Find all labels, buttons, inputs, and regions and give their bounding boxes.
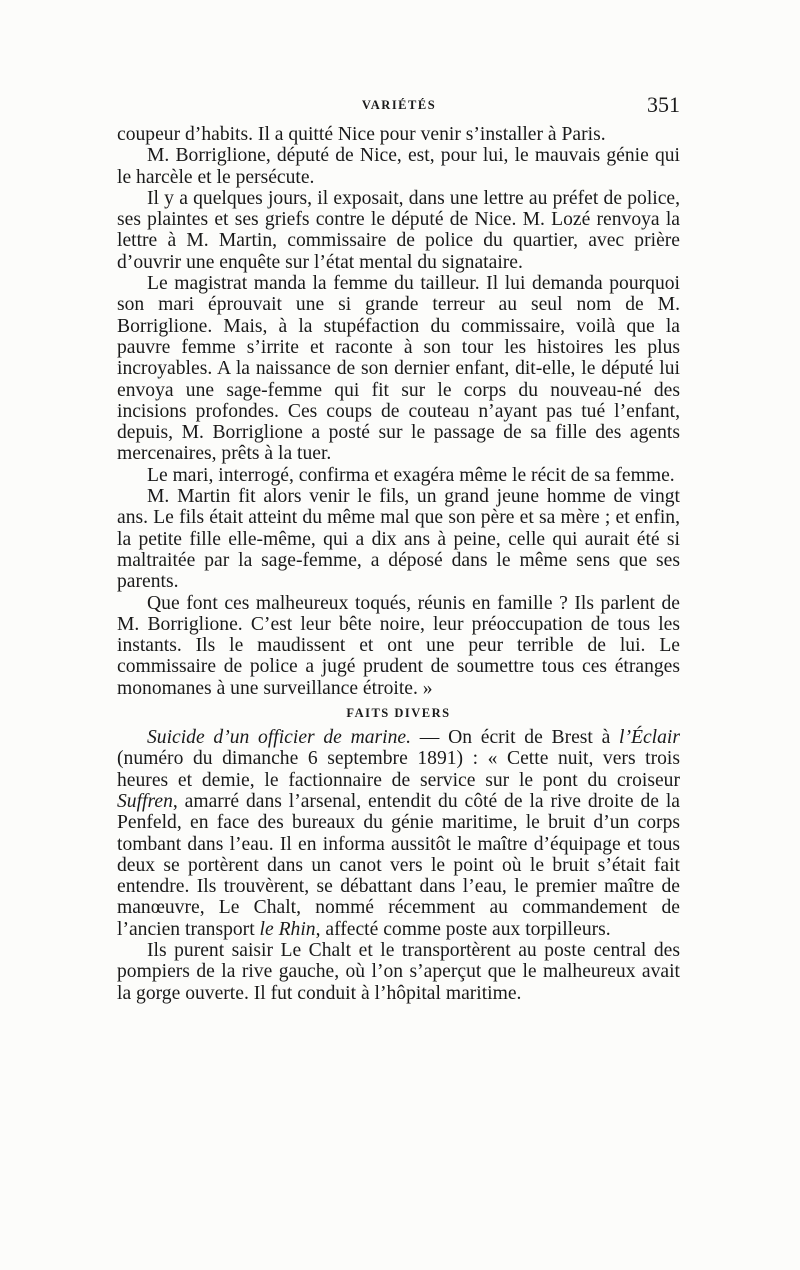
text-run: — On écrit de Brest à (411, 727, 620, 749)
ship-name: Suffren (117, 790, 173, 812)
section-title: FAITS DIVERS (346, 706, 451, 721)
text-run: , affecté comme poste aux torpilleurs. (315, 918, 611, 940)
text-run: , amarré dans l’arsenal, entendit du côté de la rive droite de la Penfeld, en face des bureaux du génie maritime, le bruit d’un corps tombant dans l’eau. Il en informa aussitôt le maître d’équipage et tous deux se portèrent dans un canot vers le point où le bruit s’était fait entendre. Ils trouvèrent, se débattant dans l’eau, le premier maître de manœuvre, Le Chalt, nommé récemment au commandement de l’ancien transport (117, 790, 680, 940)
text-run: (numéro du dimanche 6 septembre 1891) : « Cette nuit, vers trois heures et demie, le factionnaire de service sur le pont du croiseur (117, 748, 680, 791)
paragraph: Le magistrat manda la femme du tailleur. Il lui demanda pourquoi son mari éprouvait une si grande terreur au seul nom de M. Borriglione. Mais, à la stupéfaction du commissaire, voilà que la pauvre femme s’irrite et raconte à son tour les histoires les plus incroyables. A la naissance de son dernier enfant, dit-elle, le député lui envoya une sage-femme qui fit sur le corps du nouveau-né des incisions profondes. Ces coups de couteau n’ayant pas tué l’enfant, depuis, M. Borriglione a posté sur le passage de sa fille des agents mercenaires, prêts à la tuer. (117, 273, 680, 465)
journal-name: l’Éclair (619, 727, 680, 749)
paragraph: Que font ces malheureux toqués, réunis en famille ? Ils parlent de M. Borriglione. C’est leur bête noire, leur préoccupation de tous les instants. Ils le maudissent et ont une peur terrible de lui. Le commissaire de police a jugé prudent de soumettre tous ces étranges monomanes à une surveillance étroite. » (117, 592, 680, 699)
paragraph: Le mari, interrogé, confirma et exagéra même le récit de sa femme. (147, 464, 675, 486)
paragraph: M. Martin fit alors venir le fils, un grand jeune homme de vingt ans. Le fils était atteint du même mal que son père et sa mère ; et enfin, la petite fille elle-même, qui a dix ans à peine, celle qui aurait été si maltraitée par la sage-femme, a déposé dans le même sens que ses parents. (117, 486, 680, 593)
news-item-suicide (117, 727, 680, 940)
running-head (118, 92, 680, 118)
ship-name: le Rhin (259, 918, 316, 940)
paragraph: M. Borriglione, député de Nice, est, pour lui, le mauvais génie qui le harcèle et le persécute. (117, 145, 680, 188)
page-number: 351 (647, 92, 680, 117)
paragraph: Il y a quelques jours, il exposait, dans une lettre au préfet de police, ses plaintes et ses griefs contre le député de Nice. M. Lozé renvoya la lettre à M. Martin, commissaire de police du quartier, avec prière d’ouvrir une enquête sur l’état mental du signataire. (117, 187, 680, 273)
paragraph: coupeur d’habits. Il a quitté Nice pour venir s’installer à Paris. (117, 124, 606, 145)
article-body (117, 124, 680, 1004)
paragraph: Ils purent saisir Le Chalt et le transportèrent au poste central des pompiers de la rive gauche, où l’on s’aperçut que le malheureux avait la gorge ouverte. Il fut conduit à l’hôpital maritime. (117, 939, 680, 1004)
running-title: VARIÉTÉS (361, 98, 437, 112)
news-item-title: Suicide d’un officier de marine. (147, 727, 412, 749)
